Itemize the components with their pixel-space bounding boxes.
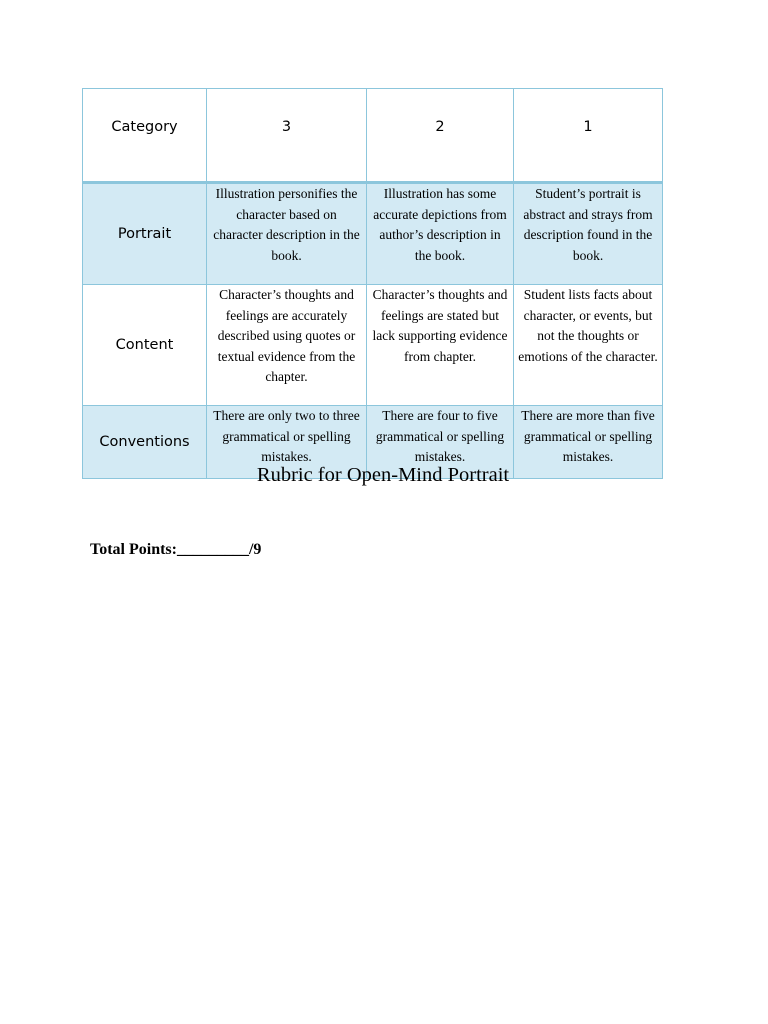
criteria-cell-score-2: There are four to five grammatical or spelling mistakes. xyxy=(367,406,514,479)
rubric-body xyxy=(83,183,663,479)
category-cell: Conventions xyxy=(83,406,207,479)
criteria-cell-score-2: Illustration has some accurate depictions from author’s description in the book. xyxy=(367,183,514,285)
header-category: Category xyxy=(83,89,207,183)
criteria-cell-score-1: There are more than five grammatical or spelling mistakes. xyxy=(514,406,663,479)
criteria-cell-score-3: There are only two to three grammatical or spelling mistakes. xyxy=(207,406,367,479)
criteria-cell-score-3: Character’s thoughts and feelings are accurately described using quotes or textual evidence from the chapter. xyxy=(207,285,367,406)
header-row xyxy=(83,89,663,183)
rubric-row-content xyxy=(83,285,663,406)
criteria-cell-score-3: Illustration personifies the character based on character description in the book. xyxy=(207,183,367,285)
rubric-table xyxy=(82,88,663,479)
header-score-3: 3 xyxy=(207,89,367,183)
header-score-2: 2 xyxy=(367,89,514,183)
criteria-cell-score-1: Student’s portrait is abstract and strays from description found in the book. xyxy=(514,183,663,285)
category-cell: Portrait xyxy=(83,183,207,285)
total-points-line: Total Points:_________/9 xyxy=(90,541,262,558)
header-score-1: 1 xyxy=(514,89,663,183)
rubric-row-portrait xyxy=(83,183,663,285)
category-cell: Content xyxy=(83,285,207,406)
criteria-cell-score-2: Character’s thoughts and feelings are stated but lack supporting evidence from chapter. xyxy=(367,285,514,406)
table-caption: Rubric for Open-Mind Portrait xyxy=(256,464,510,486)
criteria-cell-score-1: Student lists facts about character, or events, but not the thoughts or emotions of the character. xyxy=(514,285,663,406)
rubric-header xyxy=(83,89,663,183)
